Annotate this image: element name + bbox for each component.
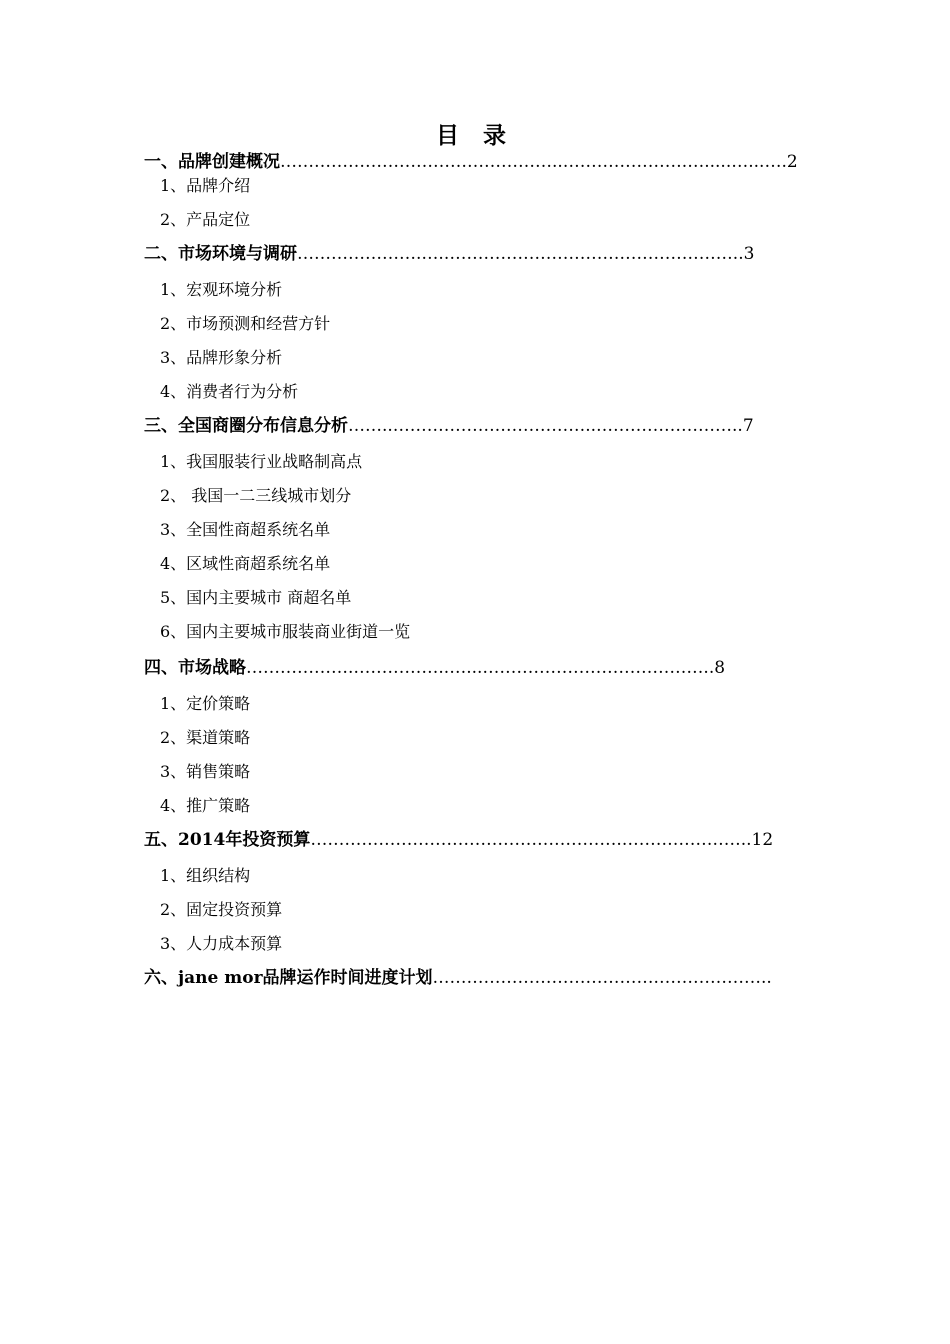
toc-section-label: 五、2014年投资预算 xyxy=(144,830,311,850)
toc-item-label: 4、消费者行为分析 xyxy=(160,382,299,401)
toc-section-label: 一、品牌创建概况 xyxy=(144,152,280,172)
toc-item-label: 1、定价策略 xyxy=(160,694,251,713)
toc-item-label: 3、品牌形象分析 xyxy=(160,348,283,367)
toc-section-label: 二、市场环境与调研 xyxy=(144,244,297,264)
toc-section-label: 六、jane mor品牌运作时间进度计划 xyxy=(144,968,433,988)
toc-item-label: 3、人力成本预算 xyxy=(160,934,283,953)
toc-item-label: 6、国内主要城市服装商业街道一览 xyxy=(160,622,411,641)
toc-page-number: 8 xyxy=(714,658,726,678)
toc-section-5[interactable] xyxy=(144,829,773,851)
toc-item-label: 3、全国性商超系统名单 xyxy=(160,520,331,539)
toc-item[interactable] xyxy=(160,795,250,817)
toc-item-label: 1、我国服装行业战略制高点 xyxy=(160,452,363,471)
toc-section-2[interactable] xyxy=(144,243,754,265)
toc-item-label: 4、区域性商超系统名单 xyxy=(160,554,331,573)
toc-item-label: 2、渠道策略 xyxy=(160,728,251,747)
toc-item[interactable] xyxy=(160,899,282,921)
toc-item[interactable] xyxy=(160,381,298,403)
toc-item-label: 2、固定投资预算 xyxy=(160,900,283,919)
toc-item[interactable] xyxy=(160,451,362,473)
toc-section-label: 四、市场战略 xyxy=(144,658,246,678)
toc-item[interactable] xyxy=(160,621,410,643)
toc-page-number: 3 xyxy=(743,244,755,264)
toc-item-label: 2、 我国一二三线城市划分 xyxy=(160,486,352,505)
toc-item-label: 3、销售策略 xyxy=(160,762,251,781)
toc-section-label: 三、全国商圈分布信息分析 xyxy=(144,416,348,436)
toc-item-label: 5、国内主要城市 商超名单 xyxy=(160,588,352,607)
toc-item[interactable] xyxy=(160,279,282,301)
toc-section-4[interactable] xyxy=(144,657,725,679)
toc-leader: ……………….……………..…...………………………………….. xyxy=(246,658,715,678)
toc-item[interactable] xyxy=(160,727,250,749)
toc-item[interactable] xyxy=(160,587,351,609)
toc-item[interactable] xyxy=(160,313,330,335)
toc-leader: ……………………………………………….………………….. xyxy=(310,830,752,850)
toc-page-number: 12 xyxy=(751,830,774,850)
toc-item-label: 1、品牌介绍 xyxy=(160,176,251,195)
toc-title: 目 录 xyxy=(435,122,514,149)
toc-item[interactable] xyxy=(160,175,250,197)
toc-item[interactable] xyxy=(160,209,250,231)
toc-leader: ………………….….…………………………………………….. xyxy=(297,244,744,264)
toc-item-label: 1、组织结构 xyxy=(160,866,251,885)
toc-item-label: 2、市场预测和经营方针 xyxy=(160,314,331,333)
toc-item[interactable] xyxy=(160,865,250,887)
toc-item[interactable] xyxy=(160,519,330,541)
toc-item[interactable] xyxy=(160,485,351,507)
toc-item[interactable] xyxy=(160,347,282,369)
toc-page-number: 7 xyxy=(742,416,754,436)
toc-section-3[interactable] xyxy=(144,415,754,437)
toc-item-label: 4、推广策略 xyxy=(160,796,251,815)
toc-item-label: 2、产品定位 xyxy=(160,210,251,229)
toc-section-6[interactable] xyxy=(144,967,772,989)
toc-item[interactable] xyxy=(160,553,330,575)
toc-section-1[interactable] xyxy=(144,151,798,173)
toc-item[interactable] xyxy=(160,693,250,715)
toc-item-label: 1、宏观环境分析 xyxy=(160,280,283,299)
toc-item[interactable] xyxy=(160,933,282,955)
toc-leader: ……..……………….……………..…………………….. xyxy=(348,416,743,436)
toc-leader: ………………………………….……………….. xyxy=(432,968,772,988)
toc-item[interactable] xyxy=(160,761,250,783)
toc-leader: …………………………………………..………………….….....…...…. xyxy=(280,152,787,172)
toc-page-number: 2 xyxy=(786,152,798,172)
